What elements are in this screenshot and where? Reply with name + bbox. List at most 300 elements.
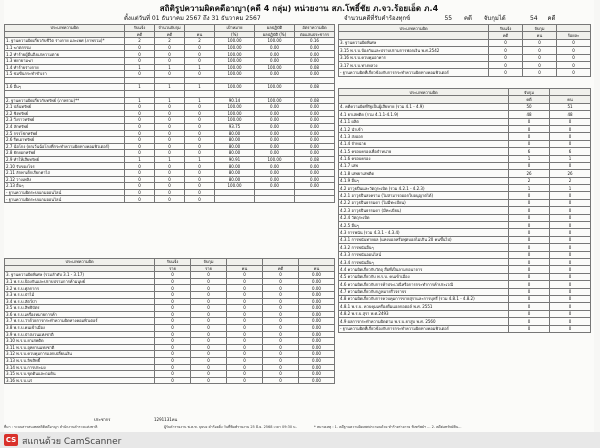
row-label: 4. คดีความผิดที่รัฐเป็นผู้เสียหาย (รวม 4.1 - 4.9) [339, 103, 509, 110]
row-label: 2.1 ปล้นทรัพย์ [5, 104, 125, 111]
table-row [5, 338, 335, 345]
row-value: 1 [155, 64, 185, 71]
row-label: 2.10 รับของโจร [5, 163, 125, 170]
row-value: 0 [489, 69, 523, 76]
row-value: 0 [185, 163, 215, 170]
row-value: 90.14 [215, 97, 255, 104]
row-value: 0 [155, 189, 185, 196]
row-value [125, 90, 155, 97]
table-row [339, 207, 591, 214]
subheader-row [5, 31, 335, 38]
column-header [263, 259, 299, 266]
row-value: 0.00 [299, 298, 335, 305]
table-row [5, 163, 335, 170]
row-value [255, 196, 295, 203]
table-row [339, 133, 591, 140]
row-value: 0 [550, 266, 591, 273]
row-value: 0 [185, 130, 215, 137]
cases-unit: คดี [464, 15, 472, 22]
table-row [339, 47, 591, 54]
table-special-crimes-cont [338, 24, 591, 77]
row-value: 0.08 [295, 97, 335, 104]
row-value: 0 [550, 318, 591, 325]
row-value: 100.00 [255, 38, 295, 45]
row-label: 3.5 พ.ร.บ.สิทธิบัตร [5, 305, 155, 312]
row-label: 4.8 ความผิดเกี่ยวกับการควบคุมการขายสุราและการบุหรี่ (รวม 4.8.1 - 4.8.2) [339, 295, 509, 302]
table-row [5, 97, 335, 104]
row-label: 2.13 อื่นๆ [5, 183, 125, 190]
row-value: 100.00 [255, 97, 295, 104]
table-row [5, 77, 335, 84]
row-value: 0 [185, 123, 215, 130]
row-value: 0 [191, 338, 227, 345]
subheader-row [339, 96, 591, 103]
row-value: 0.00 [295, 137, 335, 144]
row-label: 3.9 พ.ร.บ.ป่าสงวนแห่งชาติ [5, 331, 155, 338]
row-label: 2.4 ลักทรัพย์ [5, 123, 125, 130]
row-label: 1.2 ทำร้ายผู้อื่นถึงแก่ความตาย [5, 51, 125, 58]
row-label: 2.6 รีดเอาทรัพย์ [5, 137, 125, 144]
footer-remark: * หมายเหตุ : 1. คดีฐานความผิดเพศประกอบด้วย ทำร้ายร่างกาย ชิงทรัพย์ฯ ... 2. คดีต่อทรัพย์สิน... [314, 425, 462, 429]
row-label: - ฐานความผิดระบบเกมออนไลน์ [5, 196, 125, 203]
row-value: 0 [509, 310, 550, 317]
table-row [339, 125, 591, 132]
row-value: 0 [227, 364, 263, 371]
row-value: 0 [155, 351, 191, 358]
row-value: 0 [263, 364, 299, 371]
row-value: 0 [557, 39, 591, 46]
row-value: 0.16 [295, 38, 335, 45]
row-value: 0 [509, 281, 550, 288]
row-value [215, 77, 255, 84]
row-value: 93.75 [215, 123, 255, 130]
row-value: 0.00 [255, 143, 295, 150]
row-value: 0.00 [255, 170, 295, 177]
row-value: 0 [185, 51, 215, 58]
row-value: 0 [191, 351, 227, 358]
row-value: 0 [185, 183, 215, 190]
column-header: คน [227, 265, 263, 272]
column-header: คดี [489, 32, 523, 39]
row-label: 3.15 พ.ร.บ.ป้องกันและปราบปรามการฟอกเงิน พ.ศ.2542 [339, 47, 489, 54]
table-row [5, 324, 335, 331]
table-row [5, 170, 335, 177]
row-label [5, 77, 125, 84]
row-value: 0 [125, 183, 155, 190]
table-row [5, 377, 335, 384]
row-label: 4.1.7 เสพ [339, 162, 509, 169]
row-value: 0 [557, 69, 591, 76]
row-label: 4.8.2 พ.ร.บ.สุรา พ.ศ.2493 [339, 310, 509, 317]
row-value: 0 [155, 278, 191, 285]
row-value: 0 [550, 222, 591, 229]
row-value: 100.00 [215, 64, 255, 71]
row-value: 0 [509, 266, 550, 273]
row-value: 0 [509, 303, 550, 310]
header-row [339, 25, 591, 32]
table-row [5, 351, 335, 358]
row-value: 0.00 [255, 163, 295, 170]
row-value: 100.00 [215, 44, 255, 51]
row-label: 3.16 พ.ร.บ.แร่ [5, 377, 155, 384]
row-label: - ฐานความผิดที่เกี่ยวข้องกับการกระทำความผิดทางคอมพิวเตอร์ [339, 69, 489, 76]
table-row [339, 39, 591, 46]
row-label: 4.1.5 ครอบครองเพื่อจำหน่าย [339, 148, 509, 155]
row-value: 0 [185, 170, 215, 177]
row-value: 0 [155, 143, 185, 150]
row-value: 0 [550, 288, 591, 295]
row-value: 0 [125, 57, 155, 64]
row-label: 4.1.8 เสพยาเสพติด [339, 170, 509, 177]
row-label: 3.3 พ.ร.บ.ป่าไม้ [5, 291, 155, 298]
row-value: 0.00 [255, 57, 295, 64]
subheader-row [5, 265, 335, 272]
row-value: 100.00 [215, 117, 255, 124]
row-value: 0 [125, 189, 155, 196]
row-label: 4.5 ความผิดเกี่ยวกับ พ.ร.บ. คนเข้าเมือง [339, 273, 509, 280]
column-header: เป้าหมาย [215, 25, 255, 32]
row-value: 0.00 [295, 71, 335, 78]
row-value: 0 [155, 163, 185, 170]
row-value: 0 [489, 54, 523, 61]
report-footer [4, 424, 594, 430]
row-value: 0 [185, 44, 215, 51]
row-value: 0 [155, 150, 185, 157]
table-row [5, 305, 335, 312]
table-row [339, 61, 591, 68]
row-value: 100.00 [255, 84, 295, 91]
table-row [5, 364, 335, 371]
column-header: คดี [155, 31, 185, 38]
column-header [5, 265, 155, 272]
row-value: 0 [125, 123, 155, 130]
row-value: 1 [185, 64, 215, 71]
table-row [339, 303, 591, 310]
camscanner-watermark [0, 432, 600, 448]
column-header: จับกุม [523, 25, 557, 32]
row-value: 0.00 [295, 57, 335, 64]
row-value: 50 [509, 103, 550, 110]
table-row [339, 281, 591, 288]
row-value: 0 [185, 71, 215, 78]
row-value: 0.00 [299, 285, 335, 292]
row-label: 1.4 ทำร้ายร่างกาย [5, 64, 125, 71]
table-row [339, 148, 591, 155]
row-value: 0 [185, 189, 215, 196]
row-value: 1 [125, 97, 155, 104]
column-header: ราย [191, 265, 227, 272]
table-row [339, 192, 591, 199]
row-value: 2 [125, 38, 155, 45]
row-value: 0.00 [295, 104, 335, 111]
table-row [339, 185, 591, 192]
arrested-label: จับกุมได้ [483, 15, 506, 22]
row-value: 1 [509, 185, 550, 192]
row-value: 0 [125, 170, 155, 177]
row-value: 1 [509, 155, 550, 162]
row-value [185, 77, 215, 84]
row-label: 4.1.9 อื่นๆ [339, 177, 509, 184]
row-value: 1 [125, 84, 155, 91]
row-value: 1 [125, 156, 155, 163]
row-value: 0.00 [255, 176, 295, 183]
row-value: 26 [509, 170, 550, 177]
row-label: 3.12 พ.ร.บ.ควบคุมการแลกเปลี่ยนเงิน [5, 351, 155, 358]
footer-source: ที่มา : ระบบสารสนเทศสถิติคดีอาญา สำนักงานตำรวจแห่งชาติ [4, 425, 98, 429]
row-value [215, 90, 255, 97]
table-row [5, 298, 335, 305]
column-header: ต่อแสนประชากร [295, 31, 335, 38]
row-label: 3.16 พ.ร.บ.ควบคุมอาคาร [339, 54, 489, 61]
row-label: 4.6 ความผิดเกี่ยวกับการค้าประเวณีหรือการกระทำการค้าประเวณี [339, 281, 509, 288]
table-row [5, 150, 335, 157]
row-label: 4.1.4 จำหน่าย [339, 140, 509, 147]
row-label: 2.2 ชิงทรัพย์ [5, 110, 125, 117]
row-label: 3. ฐานความผิดพิเศษ (รวมลำดับ 3.1 - 3.17) [5, 272, 155, 279]
row-value: 1 [185, 97, 215, 104]
row-value: 0.00 [299, 364, 335, 371]
header-row [5, 25, 335, 32]
row-value: 80.00 [215, 170, 255, 177]
row-value [185, 90, 215, 97]
row-value [155, 90, 185, 97]
row-value: 0 [509, 214, 550, 221]
row-label: 1. ฐานความผิดเกี่ยวกับชีวิต ร่างกาย และเพศ (ภาพรวม)* [5, 38, 125, 45]
row-value: 0 [125, 143, 155, 150]
row-value: 0.00 [295, 51, 335, 58]
table-crimes-main [4, 24, 335, 203]
row-value [295, 196, 335, 203]
row-value: 0.00 [255, 117, 295, 124]
row-value: 0 [191, 298, 227, 305]
table-row [339, 325, 591, 332]
row-label: 4.8.1 พ.ร.บ. ควบคุมเครื่องดื่มแอลกอฮอล์ พ.ศ. 2551 [339, 303, 509, 310]
column-header: คดี [263, 265, 299, 272]
row-value: 48 [509, 111, 550, 118]
row-value: 0 [509, 162, 550, 169]
row-value: 0 [155, 183, 185, 190]
column-header: ร้อยละ [557, 32, 591, 39]
row-value: 0 [550, 133, 591, 140]
row-value: 0 [155, 123, 185, 130]
table-row [5, 110, 335, 117]
row-value: 0.00 [255, 137, 295, 144]
table-row [5, 123, 335, 130]
table-row [339, 140, 591, 147]
row-value: 0 [227, 305, 263, 312]
row-value: 1 [185, 84, 215, 91]
row-label: 4.7 ความผิดเกี่ยวกับกฎหมายรีวจราจร [339, 288, 509, 295]
row-label: 1.5 ข่มขืนกระทำชำเรา [5, 71, 125, 78]
row-label: 2.12 วางเพลิง [5, 176, 125, 183]
row-value: 0 [509, 118, 550, 125]
row-value: 0 [509, 207, 550, 214]
row-value: 100.00 [215, 51, 255, 58]
row-value: 2 [185, 38, 215, 45]
table-row [339, 69, 591, 76]
table-row [5, 84, 335, 91]
cases-value: 55 [444, 15, 453, 22]
row-value: 0 [550, 303, 591, 310]
population-value: 1291131คน [154, 417, 178, 422]
row-label: 4.1.1 ผลิต [339, 118, 509, 125]
table-row [5, 331, 335, 338]
arrested-value: 54 [529, 15, 538, 22]
row-label: 4.2 อาวุธปืนและวัตถุระเบิด (รวม 4.2.1 - 4.2.3) [339, 185, 509, 192]
row-value: 100.00 [215, 104, 255, 111]
row-value: 0 [509, 236, 550, 243]
header-row [339, 89, 591, 96]
row-value: 1 [155, 84, 185, 91]
row-value: 0.08 [295, 156, 335, 163]
row-value: 0 [550, 192, 591, 199]
column-header: คน [185, 31, 215, 38]
row-value: 0 [263, 285, 299, 292]
row-value: 0 [185, 137, 215, 144]
report-sheet [4, 0, 594, 432]
column-header: คน [299, 265, 335, 272]
row-value [125, 77, 155, 84]
row-value: 1 [550, 155, 591, 162]
row-label: 4.2.3 อาวุธปืนธรรมดา (มีทะเบียน) [339, 207, 509, 214]
row-label: 3.13 พ.ร.บ.ลิขสิทธิ์ [5, 357, 155, 364]
row-value: 0 [125, 176, 155, 183]
camscanner-logo: CS [5, 436, 17, 444]
row-value: 0.00 [295, 143, 335, 150]
row-value: 0.00 [295, 150, 335, 157]
row-value [155, 77, 185, 84]
row-value: 100.00 [215, 84, 255, 91]
row-value: 0 [509, 199, 550, 206]
row-value: 100.00 [215, 110, 255, 117]
row-value: 0.00 [299, 311, 335, 318]
row-value: 0 [550, 199, 591, 206]
row-value: 0 [125, 104, 155, 111]
row-value: 0 [263, 298, 299, 305]
row-value: 0.00 [299, 357, 335, 364]
row-value: 0 [185, 104, 215, 111]
column-header: คน [523, 32, 557, 39]
row-value: 0 [550, 140, 591, 147]
row-value: 90.91 [215, 156, 255, 163]
row-value: 0 [263, 305, 299, 312]
table-row [5, 278, 335, 285]
column-header: คน [550, 96, 591, 103]
row-value: 0 [155, 364, 191, 371]
row-value: 100.00 [215, 38, 255, 45]
table-row [339, 288, 591, 295]
row-value: 80.00 [215, 176, 255, 183]
row-value: 0.00 [299, 344, 335, 351]
table-row [5, 318, 335, 325]
row-value: 0 [550, 273, 591, 280]
row-value: 0 [550, 281, 591, 288]
row-value: 100.00 [215, 183, 255, 190]
row-value: 1 [155, 156, 185, 163]
row-value: 51 [550, 103, 591, 110]
row-value: 0 [523, 54, 557, 61]
row-value: 0.08 [295, 84, 335, 91]
row-value: 0 [227, 338, 263, 345]
table-row [5, 156, 335, 163]
row-value: 0 [155, 377, 191, 384]
row-value: 0 [191, 331, 227, 338]
row-label: 2.8 ยักยอกทรัพย์ [5, 150, 125, 157]
row-value: 0 [509, 325, 550, 332]
row-label: 3. ฐานความผิดพิเศษ [339, 39, 489, 46]
row-value: 0 [185, 117, 215, 124]
table-row [5, 51, 335, 58]
row-value: 0 [227, 357, 263, 364]
column-header: รับแจ้ง [489, 25, 523, 32]
column-header: อัตราความผิด [295, 25, 335, 32]
row-label: 3.4 พ.ร.บ.สัตว์ป่า [5, 298, 155, 305]
column-header: ประเภทความผิด [339, 89, 509, 96]
row-value: 0 [557, 47, 591, 54]
table-row [5, 38, 335, 45]
row-value: 0.00 [299, 305, 335, 312]
row-value: 0 [509, 251, 550, 258]
row-label: 4.1.3 ส่งออก [339, 133, 509, 140]
column-header: รับแจ้ง [125, 25, 155, 32]
table-row [5, 64, 335, 71]
column-header: ประเภทความผิด [339, 25, 489, 32]
column-header: (%) [215, 31, 255, 38]
row-value: 0 [263, 357, 299, 364]
row-value: 0.00 [255, 110, 295, 117]
row-value: 0 [185, 150, 215, 157]
row-value: 0.00 [255, 130, 295, 137]
table-row [5, 176, 335, 183]
row-value: 6 [509, 148, 550, 155]
row-value: 80.00 [215, 150, 255, 157]
row-value: 80.00 [215, 163, 255, 170]
row-value: 0 [155, 110, 185, 117]
column-header: ประเภทความผิด [5, 259, 155, 266]
table-row [5, 44, 335, 51]
row-value: 0 [523, 61, 557, 68]
population-label: ประชากร [94, 417, 111, 422]
column-header [550, 89, 591, 96]
table-row [339, 111, 591, 118]
row-value: 0 [227, 278, 263, 285]
row-value: 0.00 [255, 71, 295, 78]
row-label: 2. ฐานความผิดเกี่ยวกับทรัพย์ (ภาพรวม)** [5, 97, 125, 104]
row-value: 0 [185, 57, 215, 64]
row-value: 0.00 [299, 318, 335, 325]
table-row [5, 71, 335, 78]
table-row [5, 183, 335, 190]
row-value: 2 [509, 177, 550, 184]
row-label: 3.15 พ.ร.บ.ขุดดินและถมดิน [5, 371, 155, 378]
column-header [185, 25, 215, 32]
row-value: 1 [185, 156, 215, 163]
row-value: 0 [263, 344, 299, 351]
column-header [339, 32, 489, 39]
row-value: 0 [155, 371, 191, 378]
row-label: 4.1.2 นำเข้า [339, 125, 509, 132]
row-value: 0 [191, 371, 227, 378]
row-value: 100.00 [255, 64, 295, 71]
row-value: 0 [509, 295, 550, 302]
table-special-crimes [4, 258, 335, 384]
row-value: 0 [263, 278, 299, 285]
row-label: 4.2.5 อื่นๆ [339, 222, 509, 229]
footer-reporter: ผู้รับคำรายงาน พ.ต.ท. บุษบง คำร้อยยิ่ง วันที่พิมพ์รายงาน 25 มิ.ย. 2568 เวลา 09:30 น. [164, 425, 297, 429]
table-row [339, 103, 591, 110]
row-label: 2.11 ลักพาเด็กเรียกค่าไถ่ [5, 170, 125, 177]
row-label [5, 90, 125, 97]
